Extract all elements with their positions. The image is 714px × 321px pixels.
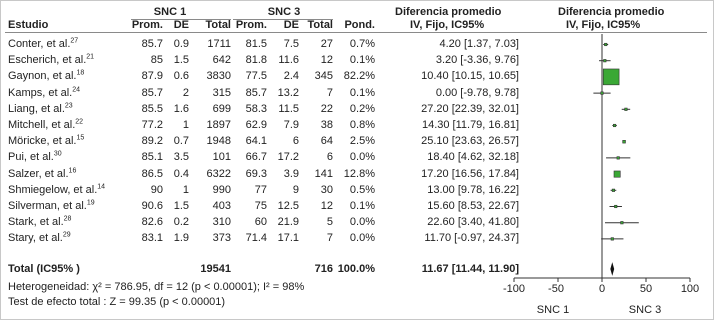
study-reference: 28 (63, 215, 72, 223)
cell-n1: 1711 (207, 38, 231, 50)
cell-sd1: 1.5 (173, 200, 189, 212)
cell-n2: 12 (320, 54, 333, 67)
cell-m2: 60 (254, 216, 267, 229)
cell-ci: 10.40 [10.15, 10.65] (421, 70, 519, 83)
cell-m2: 62.9 (245, 119, 267, 131)
cell-n2: 5 (326, 216, 333, 229)
total-ci: 11.67 [11.44, 11.90] (421, 263, 519, 275)
cell-m2: 75 (254, 200, 267, 212)
forest-plot (1, 1, 714, 321)
cell-m2: 69.3 (245, 167, 267, 180)
cell-w: 0.1% (349, 86, 375, 99)
cell-m1: 85 (150, 54, 163, 67)
study-reference: 19 (86, 199, 95, 207)
point-estimate-square (614, 205, 617, 208)
cell-m1: 89.2 (141, 135, 163, 148)
cell-m1: 86.5 (141, 167, 163, 180)
col-study: Estudio (8, 19, 49, 31)
study-label: Salzer, et al. (8, 167, 69, 180)
point-estimate-square (601, 92, 604, 95)
cell-n2: 7 (326, 86, 333, 99)
cell-ci: 22.60 [3.40, 41.80] (427, 216, 519, 229)
cell-ci: 25.10 [23.63, 26.57] (421, 135, 519, 148)
cell-ci: 0.00 [-9.78, 9.78] (435, 86, 519, 99)
heterogeneity-text: Heterogeneidad: χ² = 786.95, df = 12 (p < 0.00001); I² = 98% (8, 281, 305, 293)
cell-ci: 14.30 [11.79, 16.81] (421, 119, 519, 131)
point-estimate-square (613, 124, 616, 127)
cell-ci: 17.20 [16.56, 17.84] (421, 167, 519, 180)
effect-test-text: Test de efecto total : Z = 99.35 (p < 0.00001) (8, 296, 226, 308)
xtick-label: 50 (639, 283, 653, 295)
cell-sd2: 12.5 (277, 200, 299, 212)
cell-w: 0.0% (349, 216, 375, 229)
cell-n2: 64 (320, 135, 333, 148)
cell-w: 0.7% (349, 38, 375, 50)
cell-m1: 87.9 (141, 70, 163, 83)
cell-m2: 64.1 (245, 135, 267, 148)
point-estimate-square (621, 221, 624, 224)
cell-ci: 18.40 [4.62, 32.18] (427, 151, 519, 164)
cell-w: 0.1% (349, 200, 375, 212)
cell-w: 0.1% (349, 54, 375, 67)
cell-sd2: 17.1 (277, 232, 299, 245)
md-column-title: Diferencia promedio (395, 6, 502, 18)
cell-ci: 11.70 [-0.97, 24.37] (424, 232, 519, 245)
cell-sd1: 2 (182, 86, 189, 99)
cell-w: 0.2% (349, 102, 375, 115)
point-estimate-square (603, 69, 619, 85)
favours-right-label: SNC 3 (628, 304, 662, 316)
cell-m1: 90.6 (141, 200, 163, 212)
cell-ci: 13.00 [9.78, 16.22] (427, 183, 519, 196)
study-reference: 21 (86, 53, 95, 61)
plot-subtitle: IV, Fijo, IC95% (566, 19, 641, 31)
cell-w: 82.2% (343, 70, 375, 83)
total-n2: 716 (314, 263, 333, 275)
total-label: Total (IC95% ) (8, 263, 80, 275)
cell-n2: 7 (326, 232, 333, 245)
group2-header: SNC 3 (267, 6, 301, 18)
xtick-label: -50 (548, 283, 564, 295)
study-label: Shmiegelow, et al. (8, 183, 98, 196)
col-total1: Total (205, 19, 231, 31)
cell-sd2: 2.4 (283, 70, 299, 83)
cell-m1: 90 (150, 183, 163, 196)
cell-m1: 85.5 (141, 102, 163, 115)
cell-m1: 85.7 (141, 38, 163, 50)
study-label: Pui, et al. (8, 151, 54, 164)
favours-left-label: SNC 1 (536, 304, 570, 316)
xtick-label: 0 (598, 283, 606, 295)
point-estimate-square (604, 43, 607, 46)
cell-w: 0.0% (349, 232, 375, 245)
cell-sd1: 0.2 (173, 216, 189, 229)
cell-n1: 315 (212, 86, 231, 99)
cell-m1: 82.6 (141, 216, 163, 229)
study-reference: 23 (64, 102, 73, 110)
study-label: Möricke, et al. (8, 135, 77, 148)
study-label: Conter, et al. (8, 38, 71, 50)
cell-m2: 85.7 (245, 86, 267, 99)
cell-n1: 1897 (206, 119, 231, 131)
study-label: Escherich, et al. (8, 54, 87, 67)
cell-n1: 699 (212, 102, 231, 115)
study-label: Kamps, et al. (8, 86, 73, 99)
study-reference: 18 (76, 69, 85, 77)
point-estimate-square (623, 140, 626, 143)
study-reference: 27 (70, 37, 79, 45)
cell-sd2: 21.9 (277, 216, 299, 229)
point-estimate-square (604, 59, 607, 62)
total-weight: 100.0% (337, 263, 375, 275)
cell-sd1: 0.4 (173, 167, 189, 180)
cell-n1: 101 (212, 151, 231, 164)
pooled-diamond (611, 264, 614, 274)
cell-w: 2.5% (349, 135, 375, 148)
cell-sd1: 0.6 (173, 70, 189, 83)
col-total2: Total (307, 19, 333, 31)
cell-m2: 77 (254, 183, 267, 196)
cell-sd2: 11.5 (278, 102, 299, 115)
study-label: Stary, et al. (8, 232, 63, 245)
cell-n2: 6 (326, 151, 333, 164)
point-estimate-square (614, 171, 620, 177)
cell-n1: 642 (212, 54, 231, 67)
col-weight: Pond. (344, 19, 375, 31)
col-sd1: DE (173, 19, 189, 31)
cell-n1: 1948 (206, 135, 231, 148)
cell-sd2: 17.2 (277, 151, 299, 164)
study-reference: 16 (68, 166, 77, 174)
study-reference: 22 (75, 118, 84, 126)
study-reference: 24 (72, 85, 80, 93)
cell-n2: 38 (320, 119, 333, 131)
col-mean2: Prom. (235, 19, 267, 31)
cell-m1: 85.1 (141, 151, 163, 164)
cell-n2: 141 (314, 167, 333, 180)
cell-n1: 403 (212, 200, 231, 212)
xtick-label: -100 (502, 283, 526, 295)
cell-sd1: 1 (182, 119, 189, 131)
total-n1: 19541 (200, 263, 231, 275)
study-reference: 15 (76, 134, 85, 142)
study-label: Gaynon, et al. (8, 70, 77, 83)
cell-m1: 83.1 (141, 232, 163, 245)
cell-sd1: 1.6 (173, 102, 189, 115)
cell-sd2: 6 (292, 135, 299, 148)
study-reference: 30 (53, 150, 62, 158)
study-label: Mitchell, et al. (8, 119, 76, 131)
cell-m2: 81.8 (245, 54, 267, 67)
cell-n1: 6322 (206, 167, 231, 180)
cell-sd1: 0.7 (173, 135, 189, 148)
group1-header: SNC 1 (153, 6, 187, 18)
col-sd2: DE (283, 19, 299, 31)
cell-ci: 4.20 [1.37, 7.03] (439, 38, 519, 50)
cell-m2: 81.5 (245, 38, 267, 50)
cell-w: 12.8% (343, 167, 375, 180)
cell-m1: 77.2 (141, 119, 163, 131)
cell-n2: 22 (320, 102, 333, 115)
cell-m2: 77.5 (245, 70, 267, 83)
study-label: Liang, et al. (8, 102, 65, 115)
point-estimate-square (611, 238, 614, 241)
cell-sd2: 9 (292, 183, 299, 196)
cell-m1: 85.7 (141, 86, 163, 99)
cell-m2: 66.7 (245, 151, 267, 164)
col-mean1: Prom. (131, 19, 163, 31)
plot-title: Diferencia promedio (558, 6, 665, 18)
point-estimate-square (612, 189, 615, 192)
cell-ci: 3.20 [-3.36, 9.76] (435, 54, 519, 67)
point-estimate-square (625, 108, 628, 111)
cell-n2: 12 (320, 200, 333, 212)
cell-sd2: 3.9 (283, 167, 299, 180)
cell-w: 0.0% (349, 151, 375, 164)
cell-n2: 27 (320, 38, 333, 50)
cell-w: 0.5% (349, 183, 375, 196)
study-label: Silverman, et al. (8, 200, 87, 212)
cell-n1: 373 (212, 232, 231, 245)
cell-n1: 990 (212, 183, 231, 196)
cell-w: 0.8% (349, 119, 375, 131)
cell-m2: 71.4 (245, 232, 267, 245)
point-estimate-square (617, 157, 620, 160)
cell-n1: 310 (212, 216, 231, 229)
cell-sd2: 7.9 (283, 119, 299, 131)
cell-ci: 27.20 [22.39, 32.01] (421, 102, 519, 115)
cell-n2: 30 (320, 183, 333, 196)
md-column-subtitle: IV, Fijo, IC95% (410, 19, 485, 31)
cell-sd2: 7.5 (283, 38, 299, 50)
cell-n1: 3830 (206, 70, 231, 83)
cell-sd1: 1.9 (173, 232, 189, 245)
xtick-label: 100 (680, 283, 700, 295)
study-reference: 14 (97, 183, 106, 191)
cell-sd1: 1 (182, 183, 189, 196)
cell-ci: 15.60 [8.53, 22.67] (427, 200, 519, 212)
cell-sd1: 1.5 (173, 54, 189, 67)
cell-sd2: 13.2 (277, 86, 299, 99)
cell-sd1: 3.5 (173, 151, 189, 164)
cell-sd1: 0.9 (173, 38, 189, 50)
cell-m2: 58.3 (245, 102, 267, 115)
cell-sd2: 11.6 (278, 54, 299, 67)
cell-n2: 345 (314, 70, 333, 83)
study-reference: 29 (62, 231, 71, 239)
study-label: Stark, et al. (8, 216, 64, 229)
